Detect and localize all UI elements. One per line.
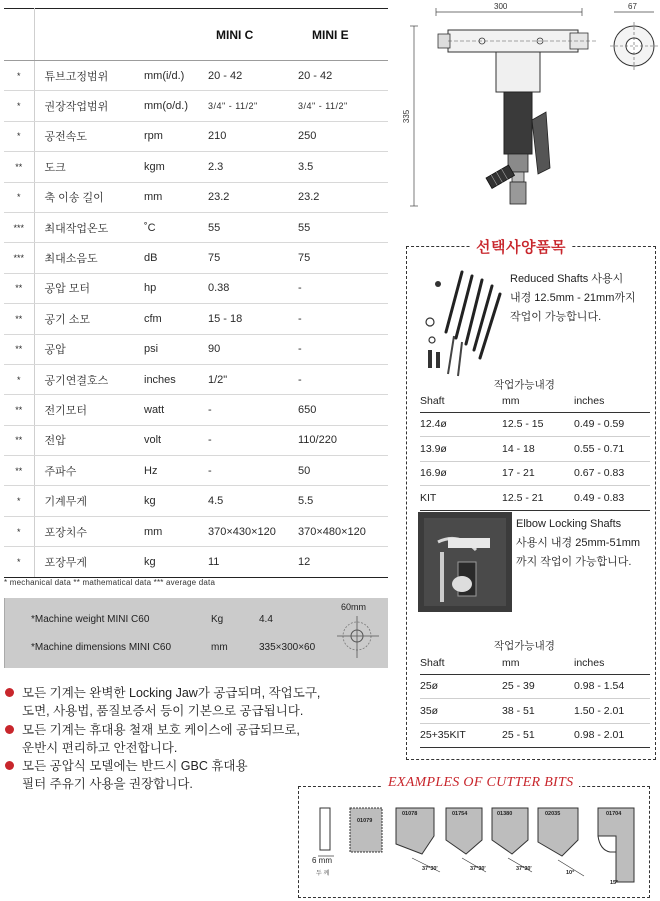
inches-cell: 0.98 - 1.54 (574, 674, 650, 699)
spec-row (4, 364, 388, 394)
spec-mark: * (4, 486, 34, 516)
spec-mini-c-value: - (202, 425, 292, 455)
spec-row (4, 486, 388, 516)
machine-technical-drawing (400, 0, 660, 230)
spec-name: 공압 모터 (34, 273, 140, 303)
mm-cell: 14 - 18 (502, 437, 574, 462)
machine-info-box (4, 598, 388, 668)
spec-mark: * (4, 516, 34, 546)
spec-mini-c-value: 15 - 18 (202, 304, 292, 334)
spec-mini-c-value: 20 - 42 (202, 61, 292, 91)
spec-row (4, 61, 388, 91)
spec-mini-c-value: 55 (202, 212, 292, 242)
spec-name: 최대작업온도 (34, 212, 140, 242)
mm-cell: 38 - 51 (502, 699, 574, 724)
bit-angle-3: 37°30' (516, 866, 532, 872)
spec-mini-e-value: 110/220 (292, 425, 388, 455)
spec-unit: ˚C (140, 212, 202, 242)
spec-mark: ** (4, 152, 34, 182)
spec-mark: *** (4, 212, 34, 242)
spec-unit: mm (140, 182, 202, 212)
spec-mini-c-value: 75 (202, 243, 292, 273)
bit-code-6: 01704 (606, 811, 622, 817)
spec-name: 전압 (34, 425, 140, 455)
spec-mark: * (4, 547, 34, 577)
spec-header-row (4, 9, 388, 61)
spec-mini-c-value: 210 (202, 121, 292, 151)
shaft-row (420, 486, 650, 511)
spec-name: 주파수 (34, 456, 140, 486)
spec-name: 권장작업범위 (34, 91, 140, 121)
spec-unit: kg (140, 486, 202, 516)
spec-row (4, 152, 388, 182)
spec-name: 축 이송 길이 (34, 182, 140, 212)
shaft-row (420, 437, 650, 462)
spec-name: 도크 (34, 152, 140, 182)
bit-angle-5: 15° (610, 880, 619, 886)
bit-angle-1: 37°30' (422, 866, 438, 872)
spec-unit: rpm (140, 121, 202, 151)
shaft-cell: 25+35KIT (420, 723, 502, 748)
spec-mini-e-value: 23.2 (292, 182, 388, 212)
bit-angle-4: 10° (566, 870, 575, 876)
spec-row (4, 121, 388, 151)
spec-mini-c-value: 2.3 (202, 152, 292, 182)
reduced-shafts-text: Reduced Shafts 사용시 내경 12.5mm - 21mm까지 작업이 가능합니다. (510, 273, 636, 323)
machine-weight-label: *Machine weight MINI C60 (31, 614, 150, 625)
shaft-cell: 25ø (420, 674, 502, 699)
spec-row (4, 243, 388, 273)
table1-caption: 작업가능내경 (494, 379, 555, 391)
spec-mini-e-value: 250 (292, 121, 388, 151)
spec-mini-e-value: 50 (292, 456, 388, 486)
spec-unit: inches (140, 364, 202, 394)
bit-code-2: 01078 (402, 811, 418, 817)
spec-mini-e-value: - (292, 304, 388, 334)
spec-mini-e-value: 3/4" - 11/2" (292, 91, 388, 121)
crosshair-diagram-icon (335, 614, 381, 660)
spec-mini-c-value: 0.38 (202, 273, 292, 303)
spec-row (4, 273, 388, 303)
spec-name: 공기연결호스 (34, 364, 140, 394)
mm-cell: 25 - 39 (502, 674, 574, 699)
height-dimension-label: 335 (402, 109, 412, 124)
bit-code-4: 01380 (497, 811, 513, 817)
spec-mini-e-value: 5.5 (292, 486, 388, 516)
side-dimension-label: 67 (628, 2, 637, 11)
table1-header-row: Shaft mm inches (420, 390, 650, 412)
mm-cell: 12.5 - 15 (502, 412, 574, 437)
legend-note: * mechanical data ** mathematical data *** average data (4, 578, 216, 587)
spec-mark: ** (4, 334, 34, 364)
spec-mark: ** (4, 273, 34, 303)
spec-name: 공전속도 (34, 121, 140, 151)
spec-row (4, 516, 388, 546)
spec-unit: kgm (140, 152, 202, 182)
spec-unit: hp (140, 273, 202, 303)
spec-unit: mm(i/d.) (140, 61, 202, 91)
spec-row (4, 212, 388, 242)
diagram-60mm-label: 60mm (341, 602, 367, 612)
machine-dim-label: *Machine dimensions MINI C60 (31, 642, 172, 653)
spec-mini-c-value: 370×430×120 (202, 516, 292, 546)
mm-cell: 17 - 21 (502, 461, 574, 486)
inches-cell: 0.67 - 0.83 (574, 461, 650, 486)
col-mini-c: MINI C (202, 9, 292, 61)
bit-code-1: 01079 (357, 818, 373, 824)
spec-mini-c-value: 1/2" (202, 364, 292, 394)
bit-code-3: 01754 (452, 811, 468, 817)
spec-row (4, 547, 388, 577)
spec-mark: ** (4, 425, 34, 455)
spec-table (4, 8, 388, 578)
spec-name: 포장치수 (34, 516, 140, 546)
spec-mini-c-value: 90 (202, 334, 292, 364)
spec-mark: ** (4, 304, 34, 334)
machine-weight-value: 4.4 (259, 614, 273, 625)
spec-mini-c-value: - (202, 395, 292, 425)
reduced-shafts-image (418, 262, 504, 380)
spec-mini-e-value: 20 - 42 (292, 61, 388, 91)
spec-unit: volt (140, 425, 202, 455)
shaft-row (420, 461, 650, 486)
spec-mini-e-value: 75 (292, 243, 388, 273)
shaft-cell: 12.4ø (420, 412, 502, 437)
spec-name: 기계무게 (34, 486, 140, 516)
inches-cell: 0.49 - 0.83 (574, 486, 650, 511)
spec-mini-c-value: 4.5 (202, 486, 292, 516)
mm-cell: 12.5 - 21 (502, 486, 574, 511)
spec-unit: mm (140, 516, 202, 546)
spec-unit: cfm (140, 304, 202, 334)
shaft-row (420, 674, 650, 699)
spec-mini-e-value: - (292, 334, 388, 364)
cutter-bits-drawing (300, 796, 650, 896)
shaft-cell: 16.9ø (420, 461, 502, 486)
inches-cell: 0.98 - 2.01 (574, 723, 650, 748)
inches-cell: 0.49 - 0.59 (574, 412, 650, 437)
spec-mark: * (4, 364, 34, 394)
bit-thickness-sublabel: 두 께 (316, 871, 330, 877)
spec-row (4, 334, 388, 364)
bullet-note-1: 모든 기계는 완벽한 Locking Jaw가 공급되며, 작업도구, 도면, 사용법, 품질보증서 등이 기본으로 공급됩니다. (8, 684, 320, 720)
spec-mini-e-value: - (292, 364, 388, 394)
options-title: 선택사양품목 (470, 236, 572, 257)
spec-mini-e-value: 370×480×120 (292, 516, 388, 546)
spec-mark: * (4, 91, 34, 121)
spec-mini-e-value: - (292, 273, 388, 303)
machine-weight-unit: Kg (211, 614, 224, 625)
bullet-dot-icon (5, 688, 14, 697)
spec-unit: kg (140, 547, 202, 577)
spec-unit: watt (140, 395, 202, 425)
bullet-note-3: 모든 공압식 모델에는 반드시 GBC 휴대용 필터 주유기 사용을 권장합니다. (8, 757, 248, 793)
bit-thickness-label: 6 mm (312, 856, 332, 865)
inches-cell: 0.55 - 0.71 (574, 437, 650, 462)
spec-mini-e-value: 55 (292, 212, 388, 242)
spec-name: 공압 (34, 334, 140, 364)
table2-header-row: Shaft mm inches (420, 652, 650, 674)
spec-mini-c-value: 11 (202, 547, 292, 577)
spec-row (4, 456, 388, 486)
spec-mini-e-value: 12 (292, 547, 388, 577)
table2-caption: 작업가능내경 (494, 640, 555, 652)
spec-mark: * (4, 182, 34, 212)
bullet-dot-icon (5, 725, 14, 734)
bullet-dot-icon (5, 761, 14, 770)
spec-name: 포장무게 (34, 547, 140, 577)
spec-mini-c-value: 3/4" - 11/2" (202, 91, 292, 121)
mm-cell: 25 - 51 (502, 723, 574, 748)
shaft-cell: KIT (420, 486, 502, 511)
spec-row (4, 395, 388, 425)
spec-unit: mm(o/d.) (140, 91, 202, 121)
spec-mini-e-value: 3.5 (292, 152, 388, 182)
spec-row (4, 182, 388, 212)
spec-row (4, 304, 388, 334)
spec-mark: ** (4, 456, 34, 486)
shaft-row (420, 699, 650, 724)
spec-mark: * (4, 61, 34, 91)
spec-row (4, 91, 388, 121)
spec-name: 튜브고정범위 (34, 61, 140, 91)
spec-unit: dB (140, 243, 202, 273)
bit-angle-2: 37°30' (470, 866, 486, 872)
shaft-row (420, 412, 650, 437)
spec-name: 공기 소모 (34, 304, 140, 334)
shaft-cell: 13.9ø (420, 437, 502, 462)
spec-mark: * (4, 121, 34, 151)
machine-dim-unit: mm (211, 642, 228, 653)
spec-mini-c-value: 23.2 (202, 182, 292, 212)
shaft-cell: 35ø (420, 699, 502, 724)
spec-row (4, 425, 388, 455)
spec-unit: Hz (140, 456, 202, 486)
spec-unit: psi (140, 334, 202, 364)
col-mini-e: MINI E (292, 9, 388, 61)
spec-name: 최대소음도 (34, 243, 140, 273)
spec-name: 전기모터 (34, 395, 140, 425)
bullet-note-2: 모든 기계는 휴대용 철재 보호 케이스에 공급되므로, 운반시 편리하고 안전합니다. (8, 721, 300, 757)
spec-mini-c-value: - (202, 456, 292, 486)
spec-mark: *** (4, 243, 34, 273)
elbow-shafts-table (420, 652, 650, 748)
elbow-shafts-text: Elbow Locking Shafts 사용시 내경 25mm-51mm 까지 작업이 가능합니다. (516, 518, 641, 568)
elbow-shaft-photo (418, 512, 512, 612)
inches-cell: 1.50 - 2.01 (574, 699, 650, 724)
reduced-shafts-table (420, 390, 650, 511)
cutter-bits-title: EXAMPLES OF CUTTER BITS (382, 775, 579, 791)
spec-mark: ** (4, 395, 34, 425)
shaft-row (420, 723, 650, 748)
spec-mini-e-value: 650 (292, 395, 388, 425)
bit-code-5: 02035 (545, 811, 561, 817)
machine-dim-value: 335×300×60 (259, 642, 316, 653)
width-dimension-label: 300 (494, 2, 508, 11)
